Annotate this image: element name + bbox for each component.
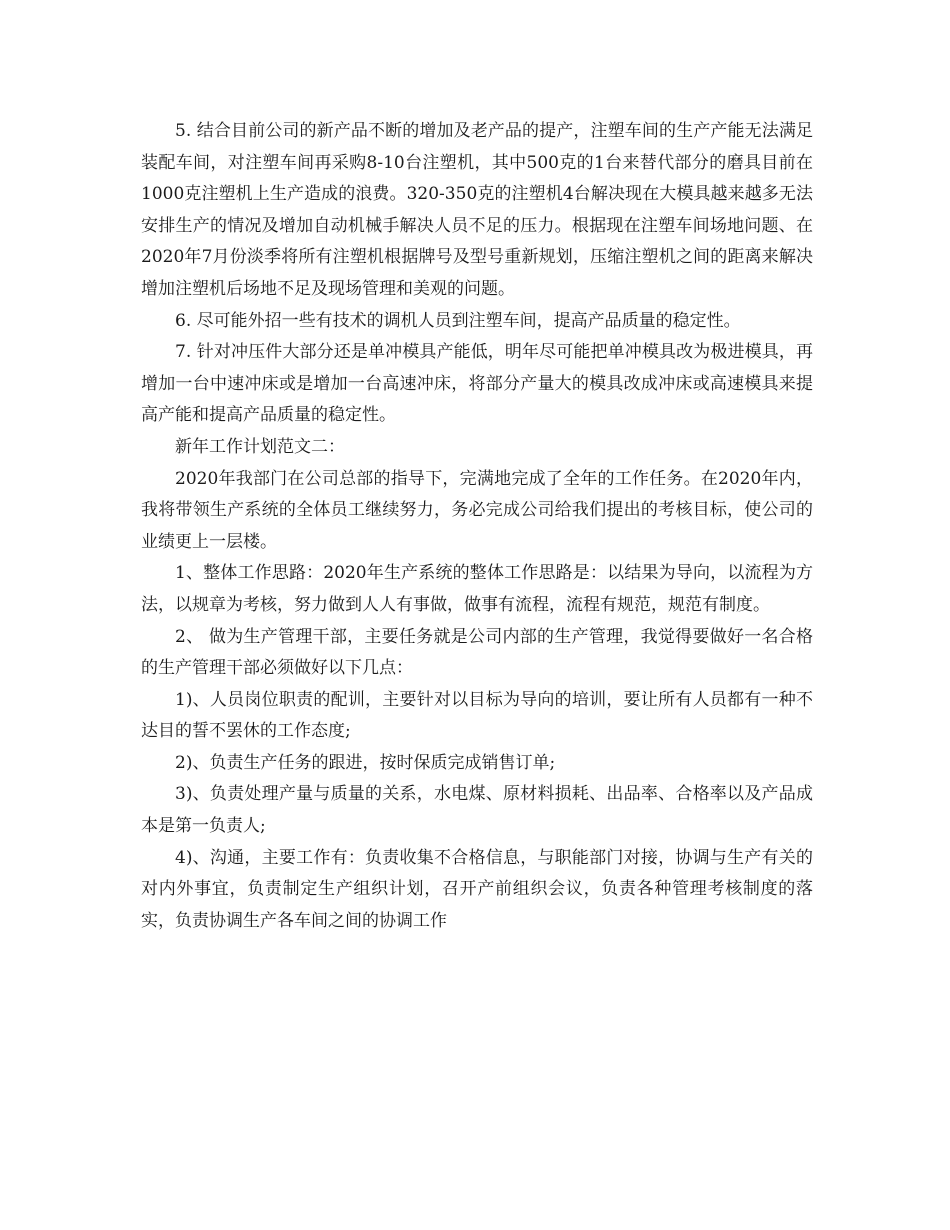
paragraph-duty-1: 1)、人员岗位职责的配训，主要针对以目标为导向的培训，要让所有人员都有一种不达目的誓不罢休的工作态度;: [141, 689, 813, 742]
paragraph-item-7: 7. 针对冲压件大部分还是单冲模具产能低，明年尽可能把单冲模具改为极进模具，再增加一台中速冲床或是增加一台高速冲床，将部分产量大的模具改成冲床或高速模具来提高产能和提高产品质量的稳定性。: [141, 342, 813, 426]
paragraph-duty-2: 2)、负责生产任务的跟进，按时保质完成销售订单;: [175, 752, 556, 773]
paragraph-intro: 2020年我部门在公司总部的指导下，完满地完成了全年的工作任务。在2020年内，我将带领生产系统的全体员工继续努力，务必完成公司给我们提出的考核目标，使公司的业绩更上一层楼。: [141, 468, 813, 552]
paragraph-overall-approach: 1、整体工作思路：2020年生产系统的整体工作思路是：以结果为导向，以流程为方法，以规章为考核，努力做到人人有事做，做事有流程，流程有规范，规范有制度。: [141, 563, 813, 615]
document-body: [141, 116, 813, 937]
paragraph-duty-4: 4)、沟通，主要工作有：负责收集不合格信息，与职能部门对接，协调与生产有关的对内外事宜，负责制定生产组织计划，召开产前组织会议，负责各种管理考核制度的落实，负责协调生产各车间之间的协调工作: [141, 847, 813, 931]
paragraph-item-6: 6. 尽可能外招一些有技术的调机人员到注塑车间，提高产品质量的稳定性。: [175, 310, 741, 331]
paragraph-item-5: 5. 结合目前公司的新产品不断的增加及老产品的提产，注塑车间的生产产能无法满足装配车间，对注塑车间再采购8-10台注塑机，其中500克的1台来替代部分的磨具目前在1000克注塑机上生产造成的浪费。320-350克的注塑机4台解决现在大模具越来越多无法安排生产的情况及增加自动机械手解决人员不足的压力。根据现在注塑车间场地问题、在2020年7月份淡季将所有注塑机根据牌号及型号重新规划，压缩注塑机之间的距离来解决增加注塑机后场地不足及现场管理和美观的问题。: [141, 121, 813, 299]
section-heading-plan-two: 新年工作计划范文二：: [175, 436, 345, 457]
paragraph-management-duties: 2、 做为生产管理干部，主要任务就是公司内部的生产管理，我觉得要做好一名合格的生产管理干部必须做好以下几点：: [141, 626, 813, 679]
paragraph-duty-3: 3)、负责处理产量与质量的关系，水电煤、原材料损耗、出品率、合格率以及产品成本是第一负责人;: [141, 784, 813, 837]
